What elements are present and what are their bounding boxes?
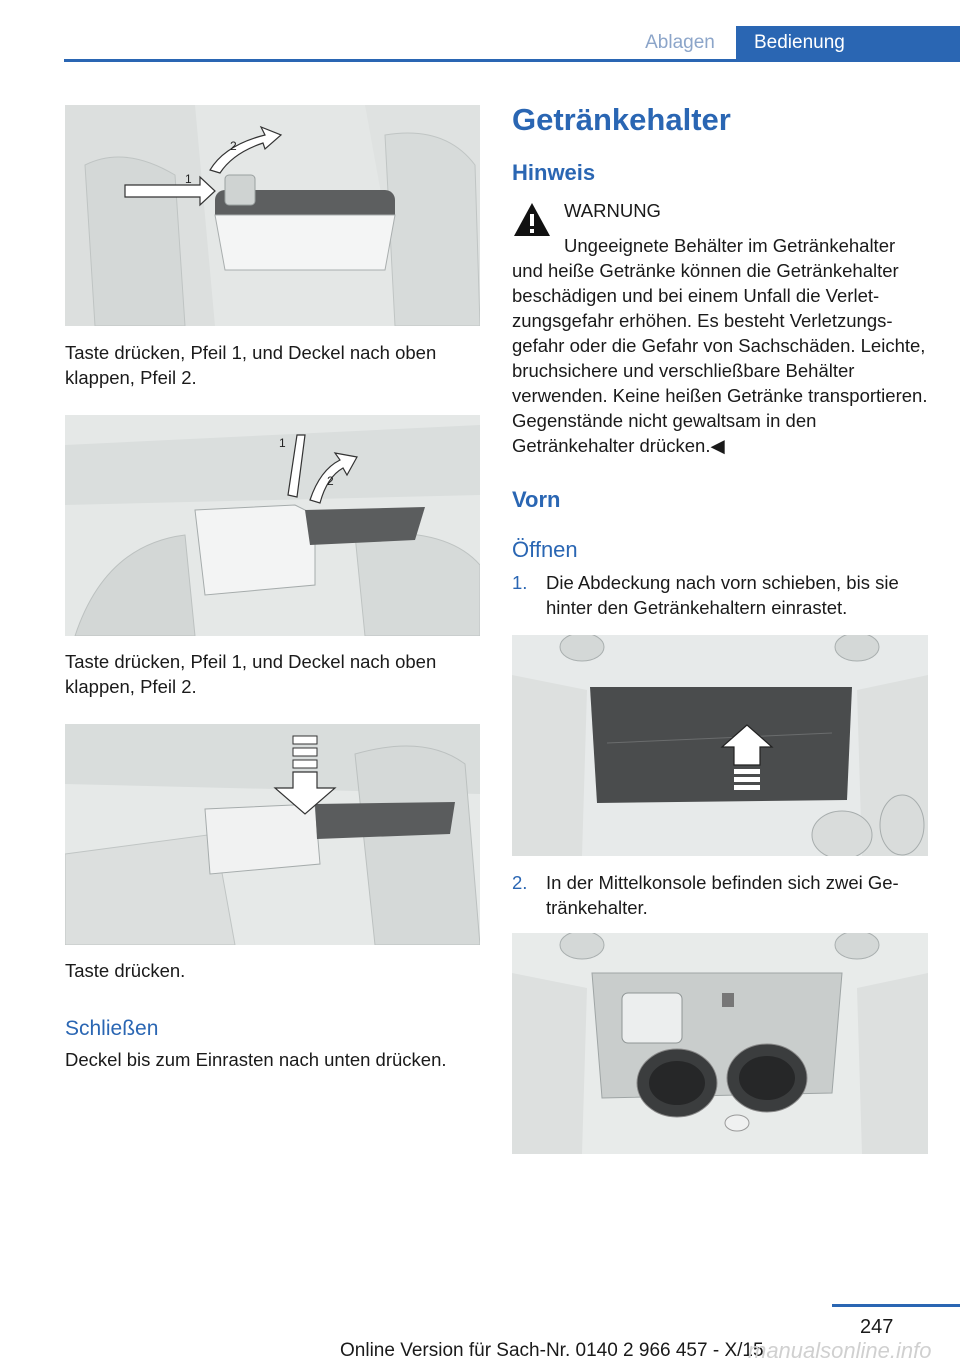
online-version-note: Online Version für Sach-Nr. 0140 2 966 457 - X/15 — [340, 1340, 764, 1361]
figure-label-2: 2 — [327, 474, 334, 488]
heading-oeffnen: Öffnen — [512, 537, 578, 562]
console-cover-illustration — [512, 635, 928, 856]
warning-first-line: Ungeeignete Behälter im Getränkehalter — [564, 235, 896, 256]
figure-label-1: 1 — [185, 172, 192, 186]
heading-vorn: Vorn — [512, 487, 561, 512]
step-text: In der Mittelkonsole befinden sich zwei Getränkehalter. — [546, 872, 899, 918]
caption-figure-2: Taste drücken, Pfeil 1, und Deckel nach oben klappen, Pfeil 2. — [65, 651, 437, 697]
cupholder-illustration — [512, 933, 928, 1154]
warning-label: WARNUNG — [564, 200, 661, 221]
figure-label-1: 1 — [279, 436, 286, 450]
figure-armrest-press — [65, 724, 480, 945]
watermark: manualsonline.info — [748, 1338, 932, 1363]
heading-schliessen: Schließen — [65, 1017, 159, 1040]
figure-cupholders — [512, 933, 928, 1154]
figure-console-cover — [512, 635, 928, 856]
caption-figure-3: Taste drücken. — [65, 960, 186, 981]
figure-armrest-open-2 — [65, 415, 480, 636]
armrest-illustration-3 — [65, 724, 480, 945]
header-rule — [64, 59, 960, 62]
heading-hinweis: Hinweis — [512, 160, 596, 185]
warning-text: und heiße Getränke können die Getränkehalter beschädigen und bei einem Unfall die Verletzungsgefahr erhöhen. Es besteht Verletzungsgefahr oder die Gefahr von Sachschäden. Leichte, bruchsichere und verschließbare Behälter verwenden. Keine heißen Getränke transportieren. Gegenstände nicht gewaltsam in den Getränkehalter drücken.◀ — [512, 260, 928, 456]
close-instructions: Deckel bis zum Einrasten nach unten drücken. — [65, 1049, 447, 1070]
figure-armrest-open-1 — [65, 105, 480, 326]
armrest-illustration-2 — [65, 415, 480, 636]
step-number: 1. — [512, 572, 528, 593]
page-number: 247 — [860, 1316, 894, 1338]
page-title: Getränkehalter — [512, 102, 731, 137]
figure-label-2: 2 — [230, 139, 237, 153]
step-text: Die Abdeckung nach vorn schieben, bis sie hinter den Getränkehaltern einrastet. — [546, 572, 899, 618]
step-number: 2. — [512, 872, 528, 893]
tab-bedienung[interactable]: Bedienung — [736, 26, 960, 60]
armrest-illustration-1 — [65, 105, 480, 326]
caption-figure-1: Taste drücken, Pfeil 1, und Deckel nach oben klappen, Pfeil 2. — [65, 342, 437, 388]
footer-rule — [832, 1304, 960, 1307]
tab-ablagen[interactable]: Ablagen — [645, 32, 715, 53]
warning-triangle-icon — [512, 200, 552, 240]
